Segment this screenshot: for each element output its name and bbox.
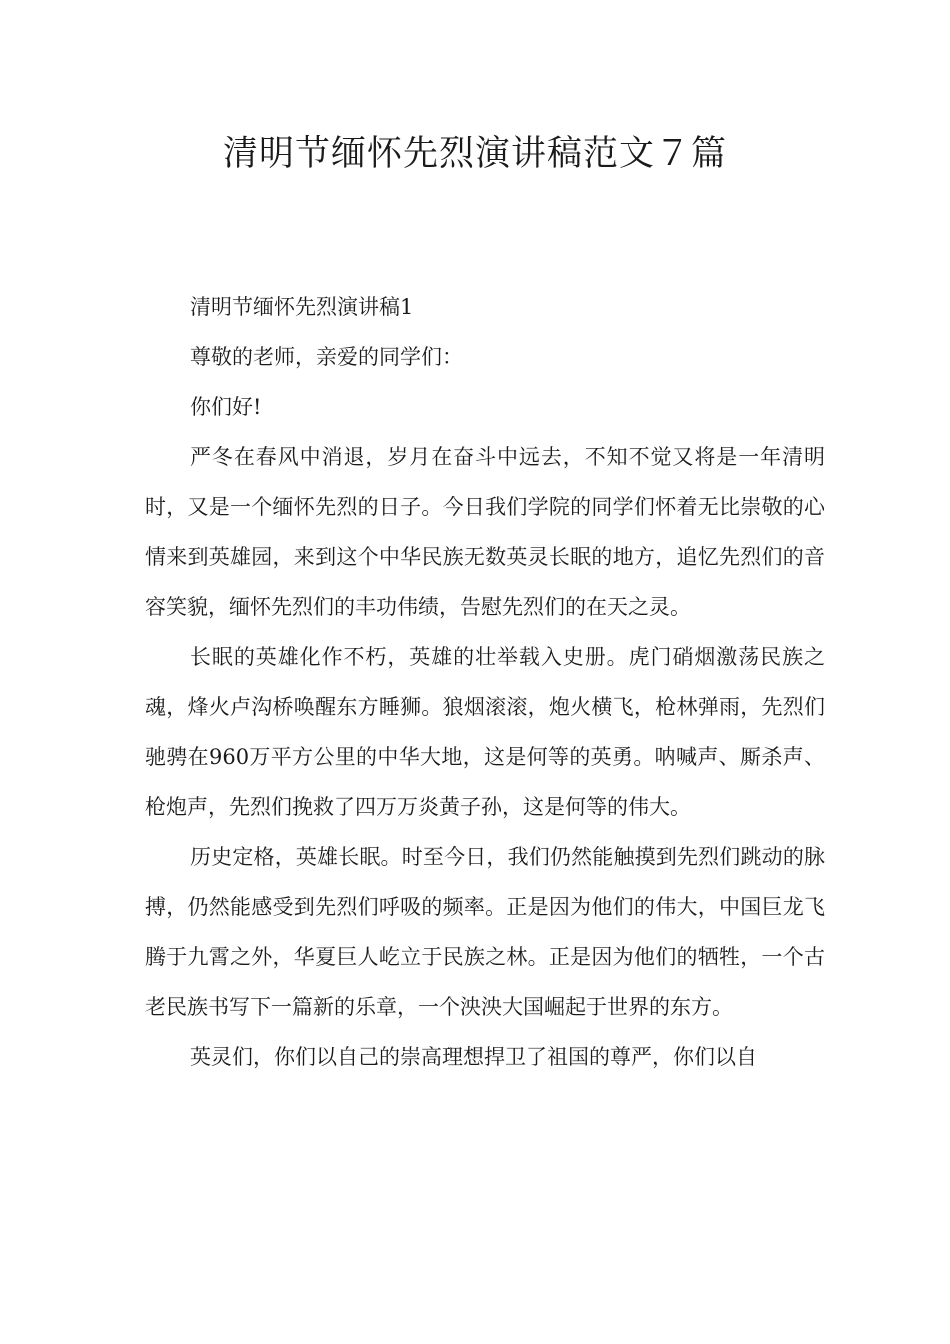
body-paragraph: 历史定格，英雄长眠。时至今日，我们仍然能触摸到先烈们跳动的脉搏，仍然能感受到先烈们呼吸的频率。正是因为他们的伟大，中国巨龙飞腾于九霄之外，华夏巨人屹立于民族之林。正是因为他们的牺牲，一个古老民族书写下一篇新的乐章，一个泱泱大国崛起于世界的东方。 (145, 845, 825, 1019)
section-heading: 清明节缅怀先烈演讲稿1 (190, 295, 414, 319)
body-paragraph: 长眠的英雄化作不朽，英雄的壮举载入史册。虎门硝烟激荡民族之魂，烽火卢沟桥唤醒东方睡狮。狼烟滚滚，炮火横飞，枪林弹雨，先烈们驰骋在960万平方公里的中华大地，这是何等的英勇。呐喊声、厮杀声、枪炮声，先烈们挽救了四万万炎黄子孙，这是何等的伟大。 (145, 645, 825, 819)
document-body (145, 282, 825, 1082)
body-paragraph: 英灵们，你们以自己的崇高理想捍卫了祖国的尊严，你们以自 (190, 1045, 757, 1069)
document-title: 清明节缅怀先烈演讲稿范文７篇 (222, 134, 727, 174)
body-paragraph: 严冬在春风中消退，岁月在奋斗中远去，不知不觉又将是一年清明时，又是一个缅怀先烈的日子。今日我们学院的同学们怀着无比崇敬的心情来到英雄园，来到这个中华民族无数英灵长眠的地方，追忆先烈们的音容笑貌，缅怀先烈们的丰功伟绩，告慰先烈们的在天之灵。 (145, 445, 825, 619)
salutation: 尊敬的老师，亲爱的同学们： (190, 345, 463, 369)
greeting: 你们好! (190, 395, 262, 419)
